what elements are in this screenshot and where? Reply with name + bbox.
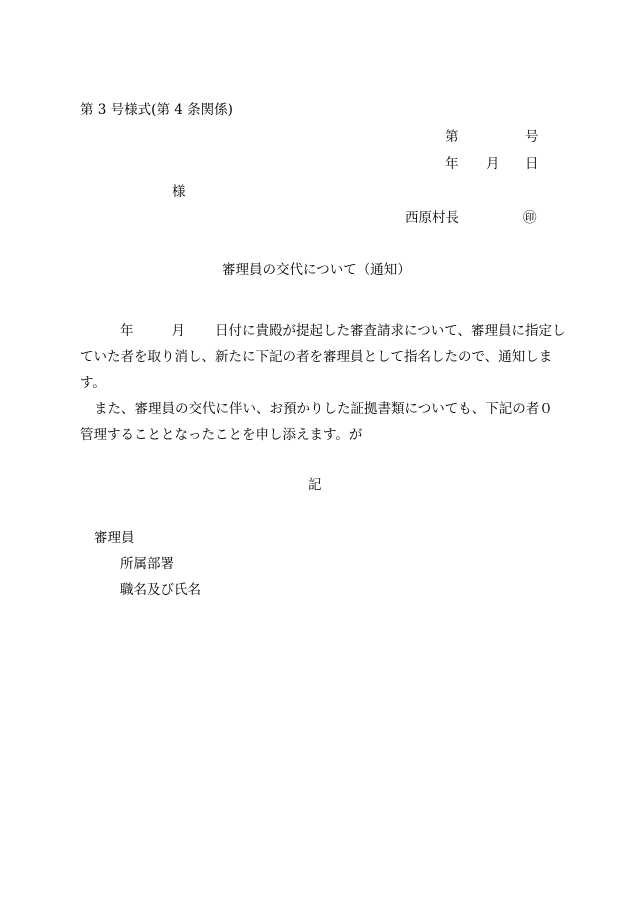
list-heading: 審理員: [94, 530, 135, 546]
body-line-1: 年 月 日付に貴殿が提起した審査請求について、審理員に指定し: [120, 323, 566, 339]
form-number-label: 第 3 号様式(第 4 条関係): [80, 102, 233, 118]
body-line-2: ていた者を取り消し、新たに下記の者を審理員として指名したので、通知しま: [80, 349, 553, 365]
body-line-3: す。: [80, 375, 106, 391]
list-item: 職名及び氏名: [120, 582, 201, 598]
document-number-suffix: 号: [525, 129, 539, 145]
ki-heading: 記: [308, 477, 322, 493]
document-number-prefix: 第: [445, 129, 459, 145]
document-title: 審理員の交代について（通知）: [222, 262, 411, 278]
body-line-5: 管理することとなったことを申し添えます。が: [80, 427, 363, 443]
date-day-label: 日: [525, 156, 539, 172]
body-text: [80, 318, 566, 448]
date-month-label: 月: [486, 156, 500, 172]
sender-name: 西原村長: [405, 210, 459, 226]
list-item: 所属部署: [120, 556, 174, 572]
body-line-4: また、審理員の交代に伴い、お預かりした証拠書類についても、下記の者０: [94, 401, 553, 417]
addressee-honorific: 様: [172, 184, 186, 200]
date-year-label: 年: [445, 156, 459, 172]
seal-mark-icon: ㊞: [523, 210, 537, 226]
